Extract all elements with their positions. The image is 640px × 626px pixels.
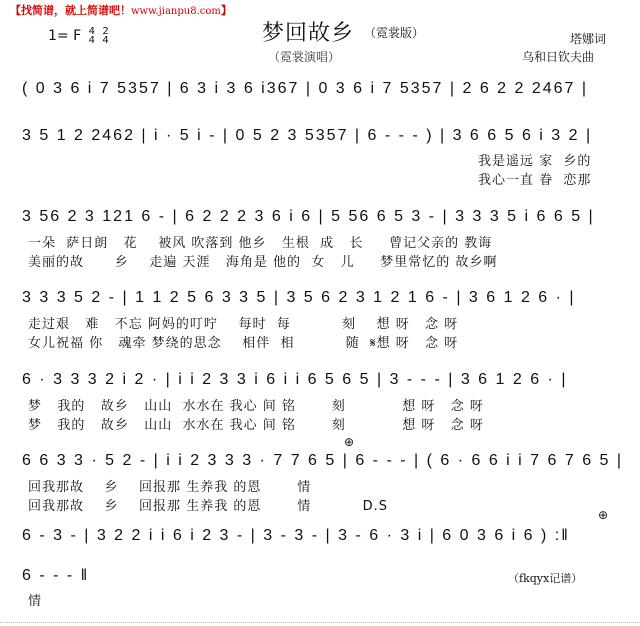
song-subtitle: （霓裳版） bbox=[364, 26, 425, 40]
composer: 乌和日钦夫曲 bbox=[522, 50, 595, 64]
key-label: 1= F bbox=[48, 28, 82, 44]
singer: （霓裳演唱） bbox=[268, 50, 341, 64]
lyric-line-5b: 梦 我的 故乡 山山 水水在 我心 间 铭 刻 想 呀 念 呀 bbox=[28, 418, 484, 433]
lyricist: 塔娜词 bbox=[570, 32, 607, 46]
song-title: 梦回故乡 bbox=[262, 21, 355, 46]
coda-sign-icon-2: ⊕ bbox=[598, 508, 609, 522]
site-banner[interactable] bbox=[10, 2, 232, 18]
score-line-4: 3 3 3 5 2 - | 1 1 2 5 6 3 3 5 | 3 5 6 2 3 1 2 1 6 - | 3 6 1 2 6 · | bbox=[22, 289, 576, 306]
score-line-2: 3 5 1 2 2462 | i · 5 i - | 0 5 2 3 5357 | 6 - - - ) | 3 6 6 5 6 i 3 2 | bbox=[22, 127, 593, 144]
banner-url[interactable]: www.jianpu8.com bbox=[131, 6, 221, 17]
score-line-8: 6 - - - ‖ bbox=[22, 567, 90, 584]
lyric-line-4a: 走过艰 难 不忘 阿妈的叮咛 每时 每 刻 想 呀 念 呀 bbox=[28, 317, 459, 332]
lyric-line-2a: 我是遥远 家 乡的 bbox=[478, 154, 592, 169]
banner-close-bracket: 】 bbox=[220, 4, 232, 17]
score-line-6: 6 6 3 3 · 5 2 - | i i 2 3 3 3 · 7 7 6 5 | 6 - - - | ( 6 · 6 6 i i 7 6 7 6 5 | bbox=[22, 452, 624, 469]
transcriber-credit: （fkqyx记谱） bbox=[508, 572, 583, 585]
lyric-line-4b: 女儿祝福 你 魂牵 梦绕的思念 相伴 相 随 𝄋想 呀 念 呀 bbox=[28, 336, 459, 351]
lyric-line-3b: 美丽的故 乡 走遍 天涯 海角是 他的 女 儿 梦里常忆的 故乡啊 bbox=[28, 255, 498, 270]
score-line-1: ( 0 3 6 i 7 5357 | 6 3 i 3 6 i367 | 0 3 6 i 7 5357 | 2 6 2 2 2467 | bbox=[22, 80, 589, 97]
lyric-line-6a: 回我那故 乡 回报那 生养我 的恩 情 bbox=[28, 480, 312, 495]
lyric-line-8: 情 bbox=[28, 594, 43, 609]
lyric-line-5a: 梦 我的 故乡 山山 水水在 我心 间 铭 刻 想 呀 念 呀 bbox=[28, 399, 484, 414]
key-signature bbox=[48, 27, 109, 45]
lyric-line-2b: 我心一直 眷 恋那 bbox=[478, 173, 592, 188]
score-line-3: 3 56 2 3 121 6 - | 6 2 2 2 3 6 i 6 | 5 56 6 5 3 - | 3 3 3 5 i 6 6 5 | bbox=[22, 208, 595, 225]
time-signature-1: 4 4 bbox=[88, 26, 95, 46]
lyric-line-6b: 回我那故 乡 回报那 生养我 的恩 情 D.S bbox=[28, 499, 388, 514]
lyric-line-3a: 一朵 萨日朗 花 被风 吹落到 他乡 生根 成 长 曾记父亲的 教诲 bbox=[28, 236, 493, 251]
score-line-7: 6 - 3 - | 3 2 2 i i 6 i 2 3 - | 3 - 3 - | 3 - 6 · 3 i | 6 0 3 6 i 6 ) :‖ bbox=[22, 527, 570, 544]
coda-sign-icon: ⊕ bbox=[344, 435, 355, 449]
bottom-divider bbox=[0, 622, 640, 623]
score-line-5: 6 · 3 3 3 2 i 2 · | i i 2 3 3 i 6 i i 6 5 6 5 | 3 - - - | 3 6 1 2 6 · | bbox=[22, 371, 568, 388]
banner-text: 【找简谱，就上简谱吧！ bbox=[10, 4, 131, 17]
time-signature-2: 2 4 bbox=[102, 26, 109, 46]
